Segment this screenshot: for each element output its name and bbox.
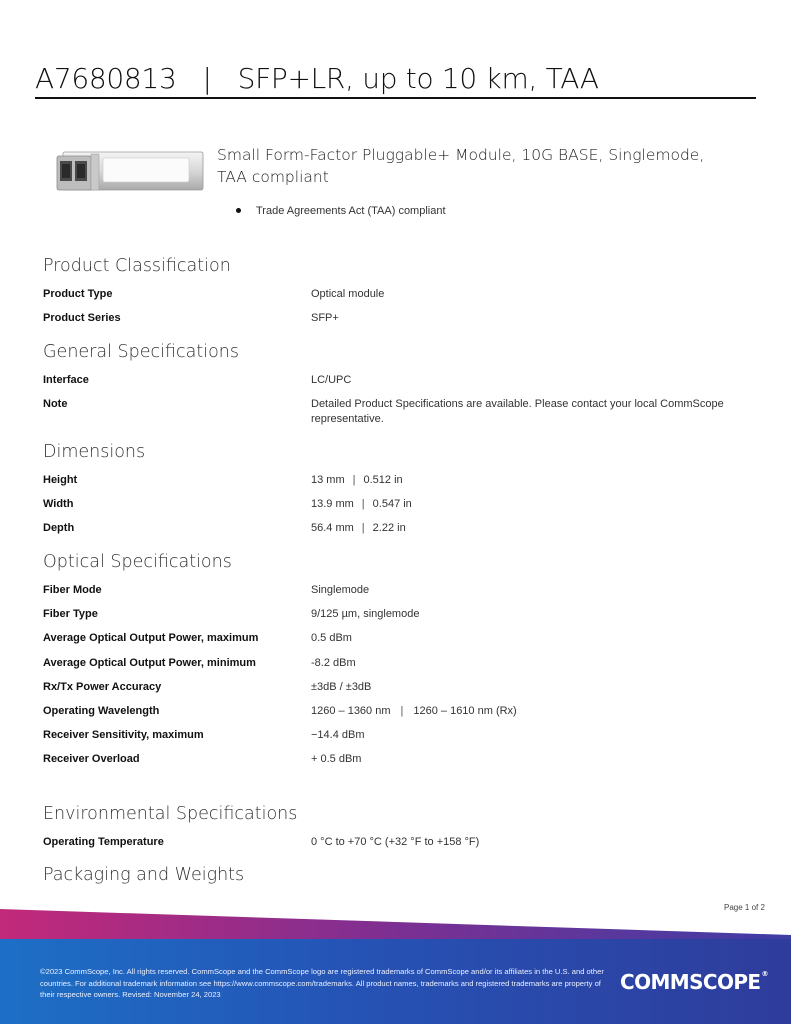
- spec-value: [311, 497, 751, 512]
- spec-label: Fiber Type: [43, 608, 98, 620]
- spec-value: 9/125 µm, singlemode: [311, 608, 420, 620]
- section-heading-dimensions: Dimensions: [43, 442, 146, 462]
- spec-value: Optical module: [311, 288, 385, 300]
- product-description: Small Form-Factor Pluggable+ Module, 10G BASE, Singlemode, TAA compliant: [217, 146, 705, 186]
- spec-value: LC/UPC: [311, 374, 352, 386]
- registered-mark: ®: [761, 970, 768, 978]
- feature-bullet: [240, 205, 446, 217]
- spec-value: 0.5 dBm: [311, 632, 352, 644]
- metric-value: 13.9 mm: [311, 498, 354, 510]
- unit-separator: |: [352, 474, 356, 486]
- imperial-value: 0.512 in: [363, 474, 403, 486]
- spec-label: Product Type: [43, 288, 113, 300]
- spec-label: Operating Temperature: [43, 836, 164, 848]
- spec-label: Receiver Sensitivity, maximum: [43, 729, 204, 741]
- imperial-value: 0.547 in: [372, 498, 412, 510]
- spec-label: Fiber Mode: [43, 584, 102, 596]
- wavelength-rx: 1260 – 1610 nm (Rx): [413, 705, 517, 717]
- metric-value: 56.4 mm: [311, 522, 354, 534]
- section-heading-general-specifications: General Specifications: [43, 342, 240, 362]
- spec-label: Receiver Overload: [43, 753, 140, 765]
- spec-value: Detailed Product Specifications are available. Please contact your local CommScope representative.: [311, 398, 724, 425]
- section-heading-environmental-specifications: Environmental Specifications: [43, 804, 298, 824]
- spec-value: [311, 704, 751, 719]
- section-heading-product-classification: Product Classification: [43, 256, 231, 276]
- page-title: [35, 62, 755, 95]
- spec-value: Singlemode: [311, 584, 370, 596]
- spec-label: Rx/Tx Power Accuracy: [43, 681, 162, 693]
- section-heading-packaging-and-weights: Packaging and Weights: [43, 865, 245, 885]
- spec-label: Height: [43, 474, 78, 486]
- title-rule: [35, 97, 756, 99]
- spec-label: Note: [43, 398, 68, 410]
- spec-value: ±3dB / ±3dB: [311, 681, 372, 693]
- section-heading-optical-specifications: Optical Specifications: [43, 552, 232, 572]
- spec-value: −14.4 dBm: [311, 729, 365, 741]
- sfp-module-image: [55, 148, 205, 196]
- page-number: Page 1 of 2: [724, 903, 765, 912]
- spec-label: Product Series: [43, 312, 121, 324]
- logo-text: COMMSCOPE: [620, 970, 761, 994]
- feature-bullet-text: Trade Agreements Act (TAA) compliant: [256, 205, 446, 217]
- value-separator: |: [400, 705, 404, 717]
- spec-value: SFP+: [311, 312, 339, 324]
- spec-label: Average Optical Output Power, minimum: [43, 657, 256, 669]
- spec-label: Average Optical Output Power, maximum: [43, 632, 259, 644]
- commscope-logo: [620, 970, 768, 994]
- imperial-value: 2.22 in: [372, 522, 406, 534]
- title-divider: |: [202, 62, 212, 95]
- part-number: A7680813: [35, 62, 177, 95]
- spec-value: -8.2 dBm: [311, 657, 356, 669]
- wavelength-tx: 1260 – 1360 nm: [311, 705, 391, 717]
- spec-value: [311, 521, 751, 536]
- unit-separator: |: [361, 498, 365, 510]
- spec-value: + 0.5 dBm: [311, 753, 362, 765]
- unit-separator: |: [361, 522, 365, 534]
- spec-value: 0 °C to +70 °C (+32 °F to +158 °F): [311, 836, 480, 848]
- product-name: SFP+LR, up to 10 km, TAA: [237, 62, 599, 95]
- spec-label: Operating Wavelength: [43, 705, 160, 717]
- footer-legal-text: ©2023 CommScope, Inc. All rights reserved. CommScope and the CommScope logo are registered trademarks of CommScope and/or its affiliates in the U.S. and other countries. For additional trademark information see https://www.commscope.com/trademarks. All product names, trademarks and registered trademarks are property of their respective owners. Revised: November 24, 2023: [40, 967, 604, 999]
- spec-label: Interface: [43, 374, 89, 386]
- metric-value: 13 mm: [311, 474, 345, 486]
- spec-label: Depth: [43, 522, 75, 534]
- spec-value: [311, 473, 751, 488]
- spec-label: Width: [43, 498, 74, 510]
